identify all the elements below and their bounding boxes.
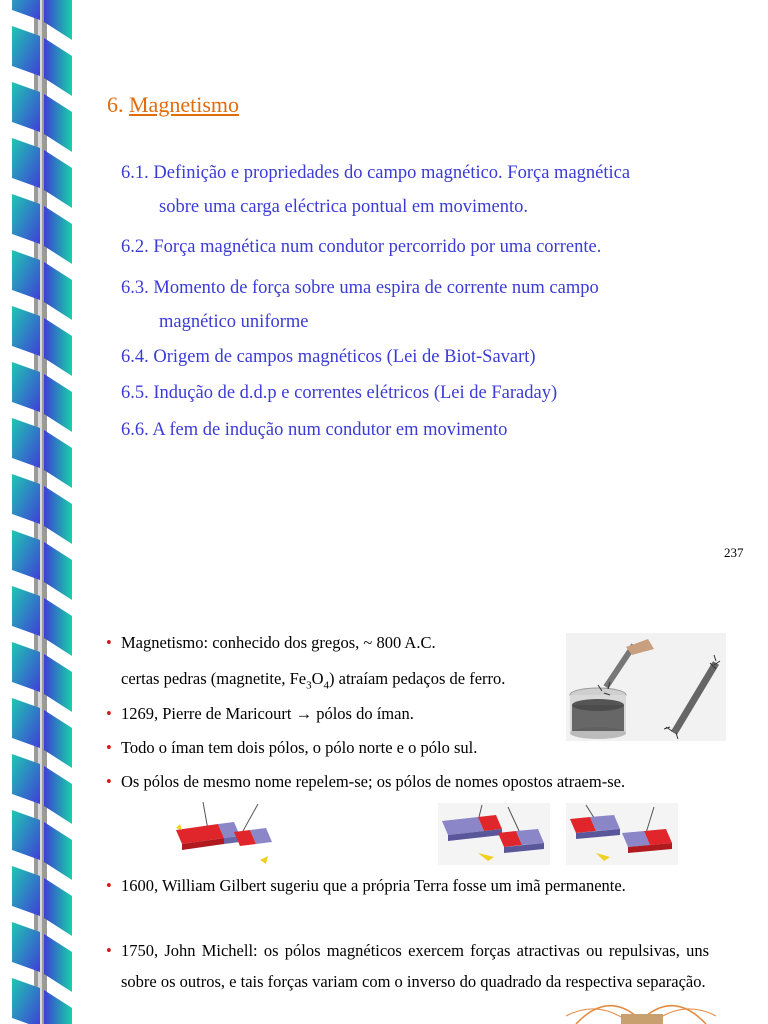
spiral-rib <box>44 38 72 96</box>
magnets-repel-diagram-1 <box>438 803 550 865</box>
bullet-dot: • <box>106 633 112 652</box>
section-title-link[interactable]: Magnetismo <box>129 92 239 117</box>
magnet-iron-filings-image <box>566 633 726 741</box>
magnets-attract-diagram <box>168 800 278 870</box>
toc-item-text: 6.4. Origem de campos magnéticos (Lei de Biot-Savart) <box>121 347 536 367</box>
bullet-dot: • <box>106 772 112 791</box>
section-title <box>107 92 239 118</box>
bullet-repelem <box>106 771 625 793</box>
bullet-dot: • <box>106 941 112 960</box>
bullet-text: Todo o íman tem dois pólos, o pólo norte e o pólo sul. <box>121 738 478 757</box>
bullet-text: 1600, William Gilbert sugeriu que a própria Terra fosse um imã permanente. <box>121 876 626 895</box>
spiral-rib <box>12 0 40 20</box>
subscript: 4 <box>323 679 330 692</box>
text-part: O <box>311 669 324 688</box>
spiral-rib <box>44 542 72 600</box>
bullet-michell <box>106 935 709 997</box>
bullet-dois-polos <box>106 737 477 759</box>
toc-item-6-6[interactable] <box>121 413 721 447</box>
spiral-rib <box>44 206 72 264</box>
spiral-rib <box>44 766 72 824</box>
toc-item-6-5[interactable] <box>121 376 721 410</box>
bullet-dot: • <box>106 876 112 895</box>
toc-item-text: 6.6. A fem de indução num condutor em movimento <box>121 420 508 440</box>
toc-item-text: 6.2. Força magnética num condutor percorrido por uma corrente. <box>121 237 602 257</box>
spiral-rib <box>44 486 72 544</box>
bullet-dot: • <box>106 704 112 723</box>
page-number: 237 <box>724 545 744 560</box>
spiral-rib <box>44 710 72 768</box>
bullet-magnetite-line <box>121 668 505 696</box>
magnets-repel-diagram-2 <box>566 803 678 865</box>
bullet-text: 1750, John Michell: os pólos magnéticos exercem forças atractivas ou repulsivas, uns sobre os outros, e tais forças variam com o inverso do quadrado da respectiva separação. <box>121 941 709 991</box>
section-number: 6. <box>107 92 124 117</box>
spiral-rib <box>44 598 72 656</box>
spiral-rib <box>44 934 72 992</box>
toc-item-text-cont: sobre uma carga eléctrica pontual em movimento. <box>159 197 529 217</box>
spiral-binding-decoration <box>0 0 110 1024</box>
toc-item-text: 6.5. Indução de d.d.p e correntes elétricos (Lei de Faraday) <box>121 383 558 403</box>
spiral-rib <box>44 318 72 376</box>
toc-item-6-2[interactable] <box>121 230 721 264</box>
spiral-rib <box>44 374 72 432</box>
toc-item-text: 6.1. Definição e propriedades do campo magnético. Força magnética <box>121 163 631 183</box>
bullet-text: Magnetismo: conhecido dos gregos, ~ 800 A.C. <box>121 633 436 652</box>
toc-item-6-3[interactable] <box>121 271 721 339</box>
bullet-gilbert <box>106 870 709 901</box>
bullet-text: 1269, Pierre de Maricourt → pólos do íman. <box>121 704 414 723</box>
subscript: 3 <box>306 679 312 692</box>
magnetic-field-lines-image <box>566 996 716 1024</box>
bullet-magnetismo <box>106 632 436 654</box>
spiral-rib <box>44 0 72 40</box>
spiral-rib <box>44 430 72 488</box>
text-part: ) atraíam pedaços de ferro. <box>329 669 506 688</box>
toc-item-text-cont: magnético uniforme <box>159 312 309 332</box>
bullet-dot: • <box>106 738 112 757</box>
spiral-rib <box>44 878 72 936</box>
toc-item-6-4[interactable] <box>121 340 721 374</box>
bullet-maricourt <box>106 703 414 725</box>
toc-item-text: 6.3. Momento de força sobre uma espira de corrente num campo <box>121 278 599 298</box>
spiral-rib <box>44 654 72 712</box>
spiral-rib <box>44 150 72 208</box>
bullet-text: Os pólos de mesmo nome repelem-se; os pólos de nomes opostos atraem-se. <box>121 772 626 791</box>
spiral-rib <box>44 822 72 880</box>
spiral-rib <box>44 262 72 320</box>
toc-item-6-1[interactable] <box>121 156 721 224</box>
spiral-rib <box>44 990 72 1024</box>
text-part: certas pedras (magnetite, Fe <box>121 669 307 688</box>
spiral-rib <box>44 94 72 152</box>
